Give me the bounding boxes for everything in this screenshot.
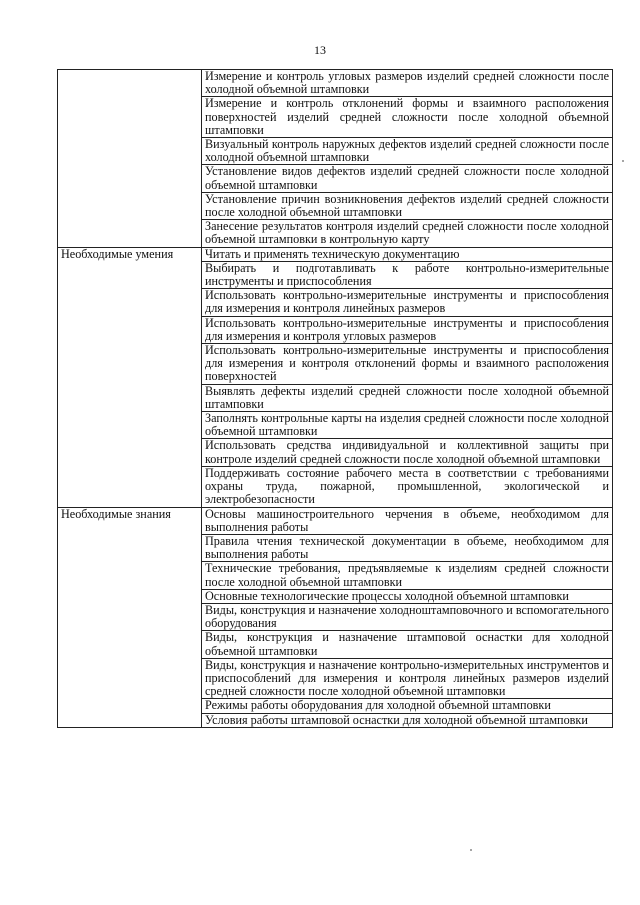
requirement-item: Использовать контрольно-измерительные инструменты и приспособления для измерения и контроля угловых размеров: [202, 316, 613, 343]
requirement-item: Условия работы штамповой оснастки для холодной объемной штамповки: [202, 713, 613, 727]
page-number: 13: [314, 43, 326, 57]
section-label: Необходимые знания: [58, 507, 202, 727]
requirement-item: Виды, конструкция и назначение холодноштамповочного и вспомогательного оборудования: [202, 603, 613, 630]
requirement-item: Измерение и контроль угловых размеров изделий средней сложности после холодной объемной штамповки: [202, 70, 613, 97]
requirement-item: Использовать контрольно-измерительные инструменты и приспособления для измерения и контроля линейных размеров: [202, 289, 613, 316]
requirement-item: Визуальный контроль наружных дефектов изделий средней сложности после холодной объемной штамповки: [202, 138, 613, 165]
requirement-item: Основы машиностроительного черчения в объеме, необходимом для выполнения работы: [202, 507, 613, 534]
requirement-item: Установление причин возникновения дефектов изделий средней сложности после холодной объемной штамповки: [202, 192, 613, 219]
section-label: Необходимые умения: [58, 247, 202, 507]
requirement-item: Виды, конструкция и назначение штамповой оснастки для холодной объемной штамповки: [202, 631, 613, 658]
labor-function-table: [57, 69, 613, 728]
scan-artifact-dot: [470, 849, 472, 851]
requirement-item: Заполнять контрольные карты на изделия средней сложности после холодной объемной штамповки: [202, 412, 613, 439]
requirement-item: Использовать средства индивидуальной и коллективной защиты при контроле изделий средней сложности после холодной объемной штамповки: [202, 439, 613, 466]
section-label: [58, 70, 202, 248]
requirement-item: Технические требования, предъявляемые к изделиям средней сложности после холодной объемной штамповки: [202, 562, 613, 589]
requirement-item: Использовать контрольно-измерительные инструменты и приспособления для измерения и контроля отклонений формы и взаимного расположения поверхностей: [202, 344, 613, 385]
requirement-item: Поддерживать состояние рабочего места в соответствии с требованиями охраны труда, пожарной, промышленной, экологической и электробезопасности: [202, 466, 613, 507]
requirement-item: Виды, конструкция и назначение контрольно-измерительных инструментов и приспособлений для измерения и контроля линейных размеров изделий средней сложности после холодной объемной штамповки: [202, 658, 613, 699]
requirement-item: Измерение и контроль отклонений формы и взаимного расположения поверхностей изделий средней сложности после холодной объемной штамповки: [202, 97, 613, 138]
table-body: [58, 70, 613, 728]
requirement-item: Выявлять дефекты изделий средней сложности после холодной объемной штамповки: [202, 384, 613, 411]
requirement-item: Выбирать и подготавливать к работе контрольно-измерительные инструменты и приспособления: [202, 261, 613, 288]
table-row: [58, 70, 613, 97]
table-row: [58, 507, 613, 534]
requirement-item: Установление видов дефектов изделий средней сложности после холодной объемной штамповки: [202, 165, 613, 192]
scan-artifact-dot: [622, 160, 624, 162]
requirement-item: Читать и применять техническую документацию: [202, 247, 613, 261]
requirement-item: Правила чтения технической документации в объеме, необходимом для выполнения работы: [202, 534, 613, 561]
requirement-item: Режимы работы оборудования для холодной объемной штамповки: [202, 699, 613, 713]
requirement-item: Занесение результатов контроля изделий средней сложности после холодной объемной штамповки в контрольную карту: [202, 220, 613, 247]
table-row: [58, 247, 613, 261]
requirement-item: Основные технологические процессы холодной объемной штамповки: [202, 589, 613, 603]
